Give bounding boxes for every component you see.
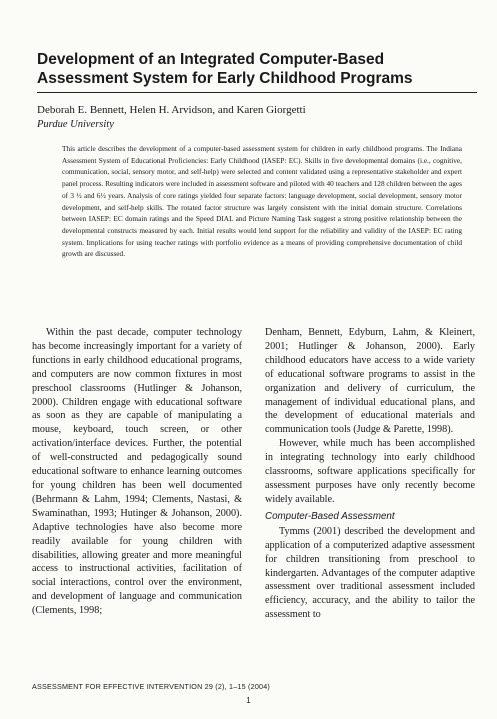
author-list: Deborah E. Bennett, Helen H. Arvidson, and Karen Giorgetti xyxy=(37,104,306,116)
body-paragraph: Tymms (2001) described the development and application of a computerized adaptive assessment for children transitioning from preschool to kindergarten. Advantages of the computer adaptive assessment over traditional assessment included efficiency, accuracy, and the ability to tailor the assessment to xyxy=(265,525,475,621)
body-paragraph: However, while much has been accomplished in integrating technology into early childhood classrooms, software applications specifically for assessment purposes have only recently become widely available. xyxy=(265,438,475,505)
journal-footer: ASSESSMENT FOR EFFECTIVE INTERVENTION 29 (2), 1–15 (2004) xyxy=(32,682,271,691)
author-affiliation: Purdue University xyxy=(37,119,114,130)
body-paragraph: Denham, Bennett, Edyburn, Lahm, & Kleinert, 2001; Hutlinger & Johanson, 2000). Early childhood educators have access to a wide variety of educational software programs to assist in the organization and delivery of curriculum, the management of individual educational plans, and the development of educational materials and communication tools (Judge & Parette, 1998). xyxy=(265,327,475,436)
section-subheading: Computer-Based Assessment xyxy=(265,510,395,522)
body-column-right xyxy=(265,326,475,698)
body-paragraph: Within the past decade, computer technology has become increasingly important for a variety of functions in early childhood educational programs, and computers are now common fixtures in most preschool classrooms (Hutlinger & Johanson, 2000). Children engage with educational software as soon as they are capable of manipulating a mouse, keyboard, touch screen, or other activation/interface devices. Further, the potential of well-constructed and pedagogically sound educational software to enhance learning outcomes for young children has been well documented (Behrmann & Lahm, 1994; Clements, Nastasi, & Swaminathan, 1993; Hutinger & Johanson, 2000). Adaptive technologies have also become more readily available for young children with disabilities, allowing greater and more meaningful access to instructional activities, facilitation of social interactions, control over the environment, and development of language and communication (Clements, 1998; xyxy=(32,327,242,617)
body-column-left xyxy=(32,326,242,698)
page-number: 1 xyxy=(246,696,251,705)
abstract: This article describes the development of a computer-based assessment system for children in early childhood programs. The Indiana Assessment System of Educational Proficiencies: Early Childhood (IASEP: EC). Skills in five developmental domains (i.e., cognitive, communication, social, sensory motor, and self-help) were selected and content validated using a representative stakeholder and expert panel process. Resulting indicators were included in assessment software and piloted with 40 teachers and 128 children between the ages of 3 ½ and 6½ years. Analysis of core ratings yielded four separate factors: language development, social development, sensory motor development, and self-help skills. The rotated factor structure was largely consistent with the initial domain structure. Correlations between IASEP: EC domain ratings and the Speed DIAL and Picture Naming Task suggest a strong positive relationship between the developmental constructs measured by each. Initial results would lend support for the reliability and validity of the IASEP: EC rating system. Implications for using teacher ratings with portfolio evidence as a means of providing comprehensive documentation of child growth are discussed. xyxy=(62,144,462,259)
article-title: Development of an Integrated Computer-Based Assessment System for Early Childhood Programs xyxy=(37,51,413,87)
title-divider xyxy=(37,92,477,93)
